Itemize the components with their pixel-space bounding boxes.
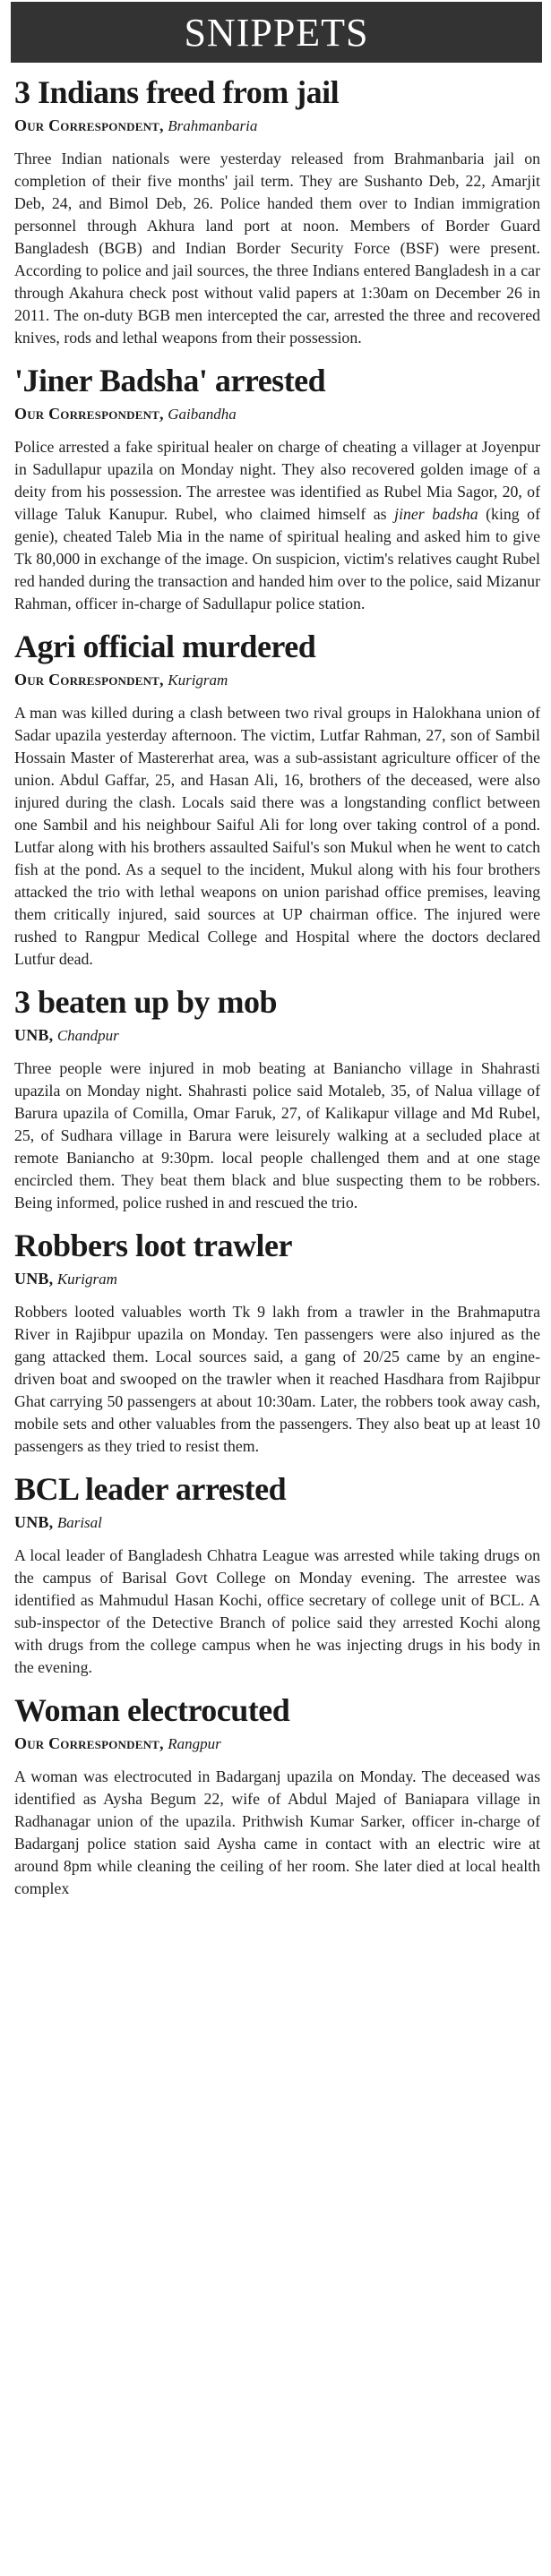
story-byline: [14, 669, 540, 691]
section-title: SNIPPETS: [184, 10, 369, 55]
byline-location: Kurigram: [56, 1271, 117, 1288]
story-byline: [14, 1733, 540, 1755]
section-banner: [11, 2, 542, 63]
story-body: A man was killed during a clash between two rival groups in Halokhana union of Sadar upazila yesterday afternoon. The victim, Lutfar Rahman, 27, son of Sambil Hossain Master of Mastererhat area, was a sub-assistant agriculture officer of the union. Abdul Gaffar, 25, and Hasan Ali, 16, brothers of the deceased, were also injured during the clash. Locals said there was a longstanding conflict between one Sambil and his neighbour Saiful Ali for long over taking control of a pond. Lutfar along with his brothers assaulted Saiful's son Mukul when he went to catch fish at the pond. As a sequel to the incident, Mukul along with his four brothers attacked the trio with lethal weapons on union parishad office premises, leaving them critically injured, said sources at UP chairman office. The injured were rushed to Rangpur Medical College and Hospital where the doctors declared Lutfur dead.: [14, 704, 540, 968]
story-headline: 3 beaten up by mob: [14, 984, 278, 1020]
story-body: Robbers looted valuables worth Tk 9 lakh from a trawler in the Brahmaputra River in Rajibpur upazila on Monday. Ten passengers were also injured as the gang attacked them. Local sources said, a gang of 20/25 came by an engine-driven boat and swooped on the trawler when it reached Hasdhara from Rajibpur Ghat carrying 50 passengers at about 10:30am. Later, the robbers took away cash, mobile sets and other valuables from the passengers. They also beat up at least 10 passengers as they tried to resist them.: [14, 1303, 540, 1455]
byline-author: Our Correspondent,: [14, 1734, 164, 1752]
story-body-text: Police arrested a fake spiritual healer on charge of cheating a villager at Joyenpur in Sadullapur upazila on Monday night. They also recovered golden image of a deity from his possession. The arrestee was identified as Rubel Mia Sagor, 20, of village Taluk Kanupur. Rubel, who claimed himself as: [14, 438, 540, 523]
byline-location: Rangpur: [168, 1735, 221, 1752]
news-story: [14, 73, 540, 349]
story-headline: BCL leader arrested: [14, 1471, 287, 1507]
byline-location: Barisal: [56, 1514, 102, 1531]
byline-location: Kurigram: [168, 672, 228, 689]
news-story: [14, 1691, 540, 1900]
story-headline: Agri official murdered: [14, 629, 316, 664]
byline-location: Brahmanbaria: [168, 117, 258, 134]
story-body-text: (king of genie), cheated Taleb Mia in the name of spiritual healing and asked him to give Tk 80,000 in exchange of the image. On suspicion, victim's relatives caught Rubel red handed during the transaction and handed him over to the police, said Mizanur Rahman, officer in-charge of Sadullapur police station.: [14, 505, 540, 612]
story-body: Three Indian nationals were yesterday released from Brahmanbaria jail on completion of their five months' jail term. They are Sushanto Deb, 22, Amarjit Deb, 24, and Bimol Deb, 26. Police handed them over to Indian immigration personnel through Akhura land port at noon. Members of Border Guard Bangladesh (BGB) and Indian Border Security Force (BSF) were present. According to police and jail sources, the three Indians entered Bangladesh in a car through Akahura check post without valid papers at 1:30am on December 26 in 2011. The on-duty BGB men intercepted the car, arrested the three and recovered knives, rods and lethal weapons from their possession.: [14, 150, 540, 347]
byline-author: UNB,: [14, 1270, 54, 1288]
news-story: [14, 1470, 540, 1679]
byline-author: Our Correspondent,: [14, 671, 164, 689]
story-byline: [14, 1511, 540, 1534]
byline-author: UNB,: [14, 1513, 54, 1531]
story-body: A local leader of Bangladesh Chhatra League was arrested while taking drugs on the campus of Barisal Govt College on Monday evening. The arrestee was identified as Mahmudul Hasan Kochi, office secretary of college unit of BCL. A sub-inspector of the Detective Branch of police said they arrested Kochi along with drugs from the college campus when he was injecting drugs in his body in the evening.: [14, 1546, 540, 1676]
snippets-page: [0, 2, 551, 2576]
story-byline: [14, 1268, 540, 1290]
story-byline: [14, 115, 540, 137]
news-story: [14, 362, 540, 615]
story-body-italic: jiner badsha: [394, 505, 478, 523]
story-headline: Woman electrocuted: [14, 1692, 290, 1728]
byline-author: Our Correspondent,: [14, 116, 164, 134]
news-story: [14, 1227, 540, 1458]
story-headline: Robbers loot trawler: [14, 1228, 292, 1263]
story-body: A woman was electrocuted in Badarganj upazila on Monday. The deceased was identified as Aysha Begum 22, wife of Abdul Majed of Baniapara village in Radhanagar union of the upazila. Prithwish Kumar Sarker, officer in-charge of Badarganj police station said Aysha came in contact with an electric wire at around 8pm while cleaning the ceiling of her room. She later died at local health complex: [14, 1767, 540, 1897]
news-story: [14, 628, 540, 971]
story-body: Three people were injured in mob beating at Baniancho village in Shahrasti upazila on Monday night. Shahrasti police said Motaleb, 35, of Nalua village of Barura upazila of Comilla, Omar Faruk, 27, of Kalikapur village and Md Rubel, 25, of Sudhara village in Barura were leisurely walking at a secluded place at remote Baniancho at 9:30pm. local people challenged them and at one stage encircled them. They beat them black and blue suspecting them to be robbers. Being informed, police rushed in and rescued the trio.: [14, 1059, 540, 1211]
byline-author: Our Correspondent,: [14, 405, 164, 423]
story-headline: 'Jiner Badsha' arrested: [14, 363, 326, 398]
byline-location: Gaibandha: [168, 406, 237, 423]
story-body: [14, 436, 540, 615]
byline-author: UNB,: [14, 1026, 54, 1044]
story-byline: [14, 403, 540, 425]
story-byline: [14, 1024, 540, 1047]
byline-location: Chandpur: [56, 1027, 119, 1044]
news-story: [14, 983, 540, 1214]
story-headline: 3 Indians freed from jail: [14, 74, 340, 110]
